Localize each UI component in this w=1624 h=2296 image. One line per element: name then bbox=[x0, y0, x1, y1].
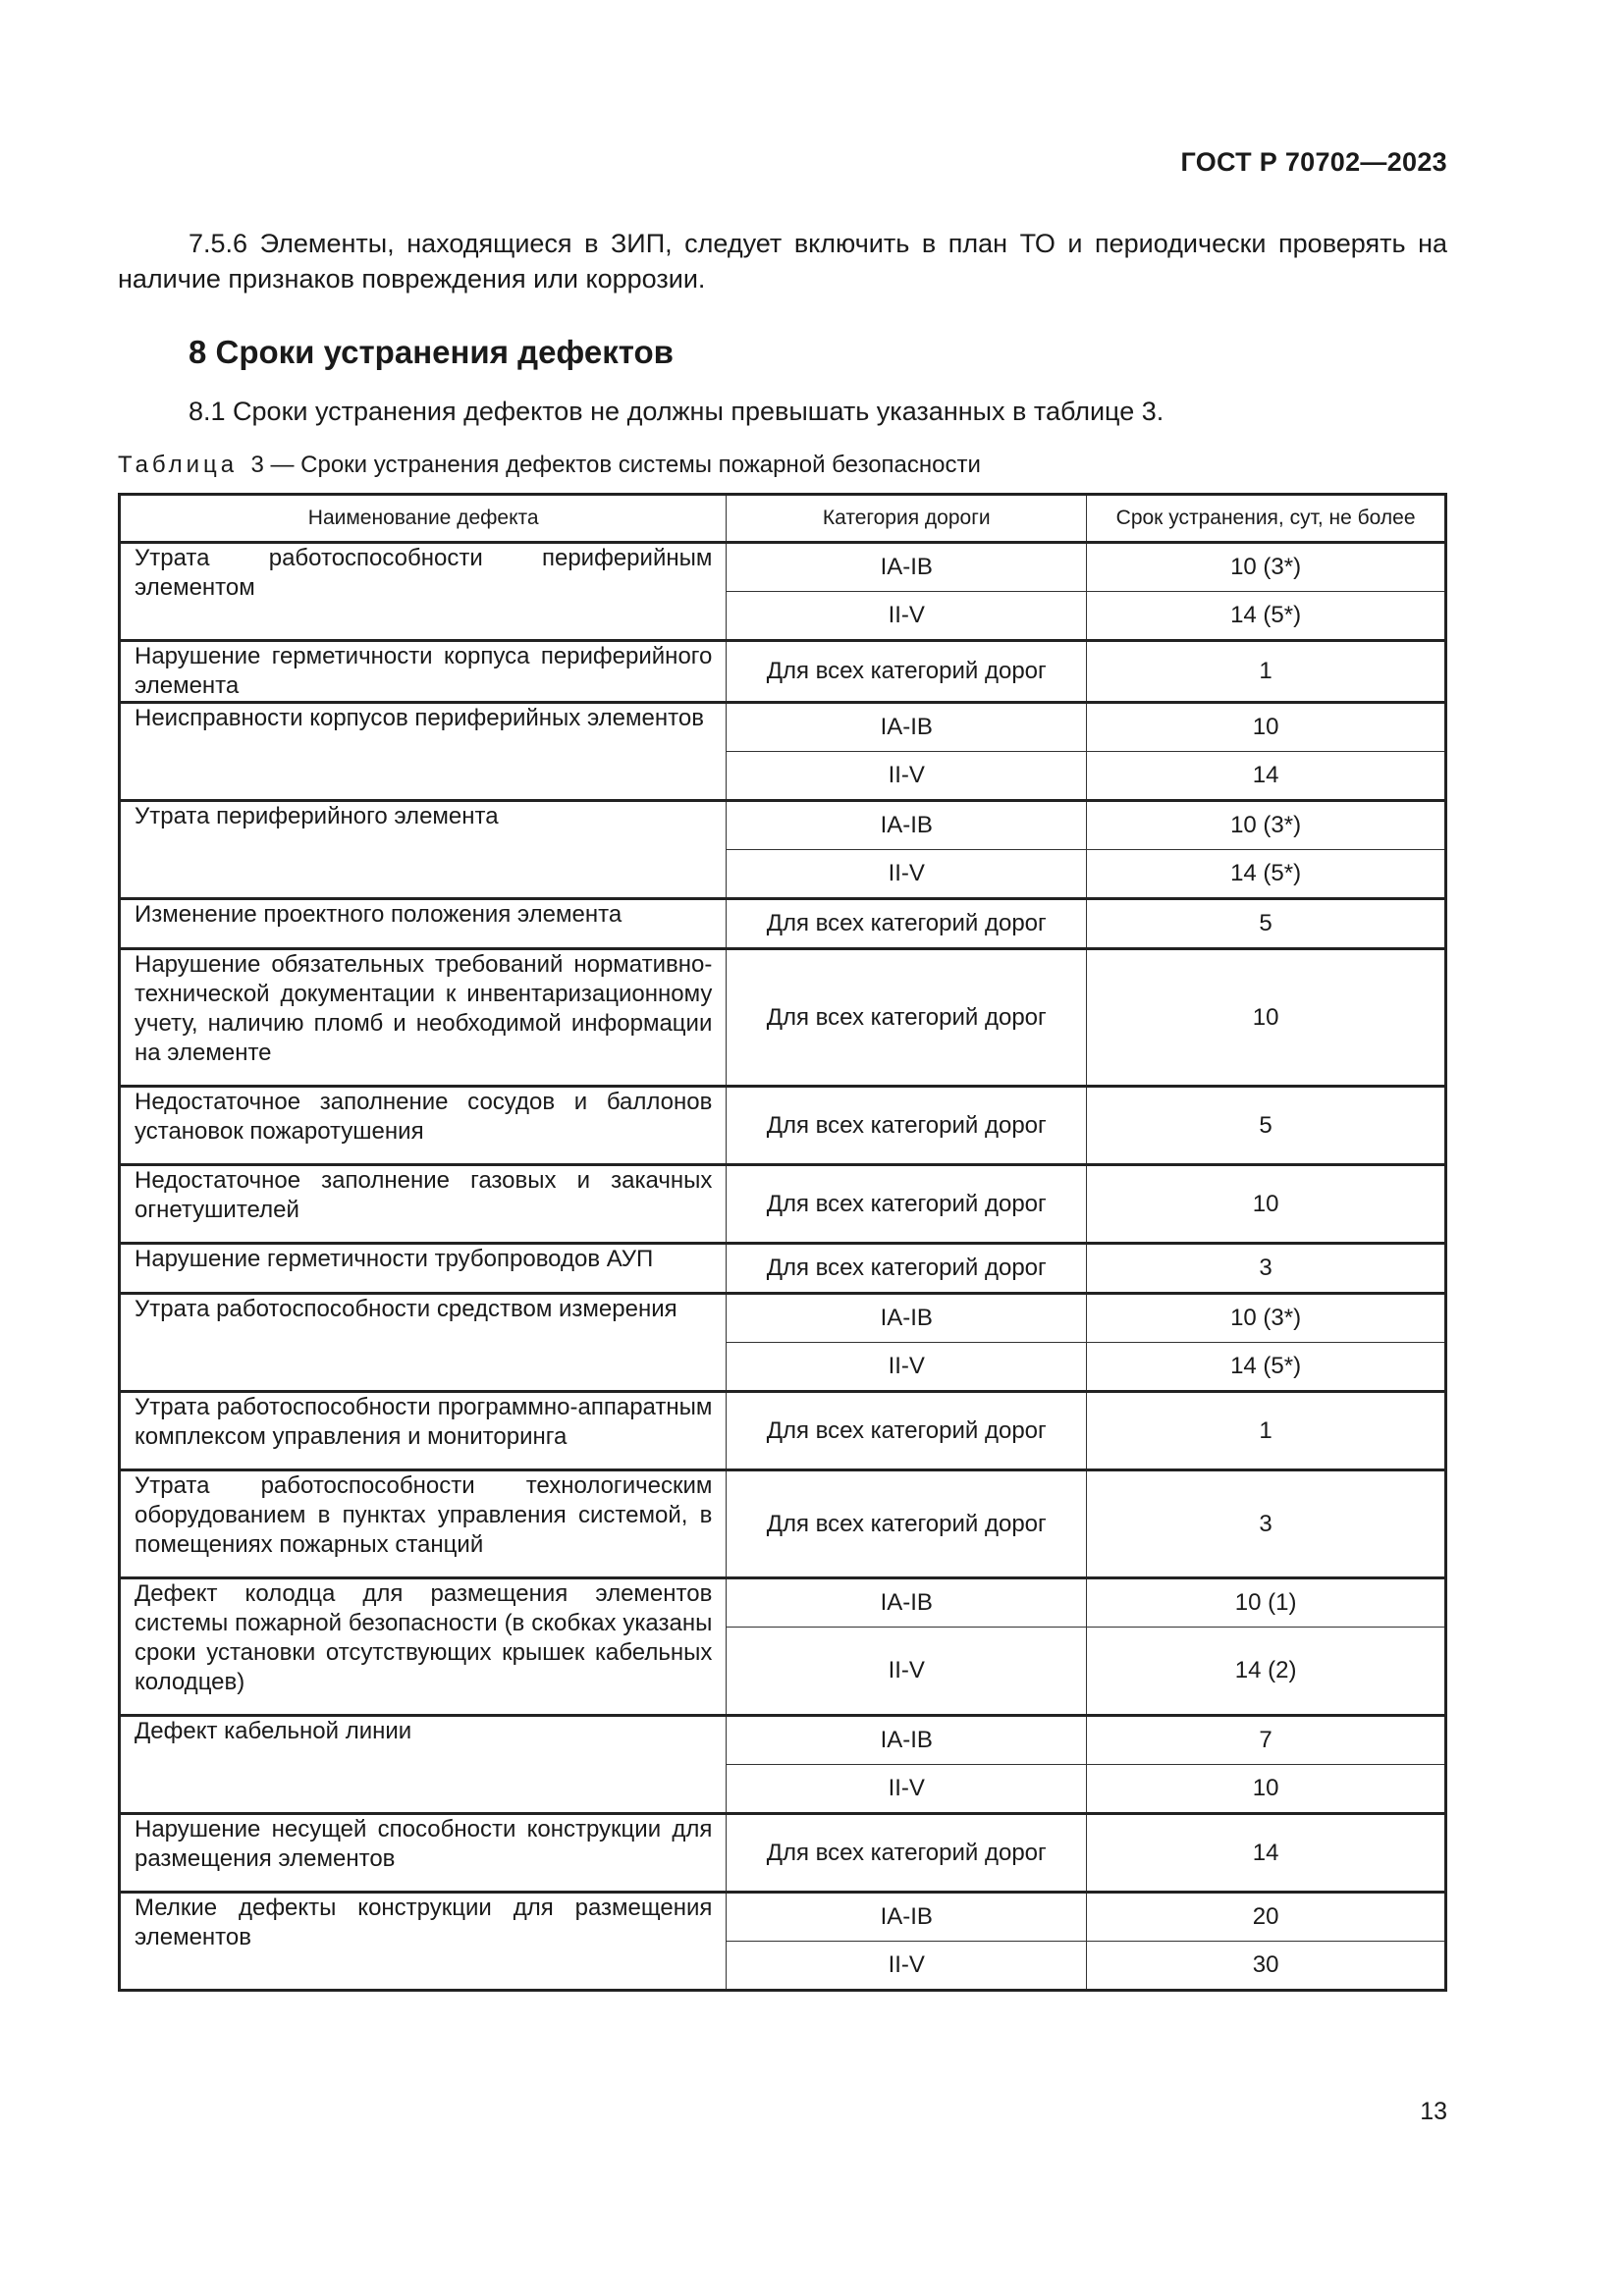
elimination-term-cell: 5 bbox=[1087, 899, 1446, 949]
defect-name-cell: Дефект колодца для размещения элементов системы пожарной безопасности (в скобках указаны сроки установки отсутствующих крышек кабельных колодцев) bbox=[120, 1578, 727, 1716]
paragraph-8-1: 8.1 Сроки устранения дефектов не должны превышать указанных в таблице 3. bbox=[189, 397, 1164, 426]
table-body bbox=[120, 543, 1446, 1991]
elimination-term-cell: 10 (1) bbox=[1087, 1578, 1446, 1628]
defect-name-cell: Утрата работоспособности технологическим оборудованием в пунктах управления системой, в помещениях пожарных станций bbox=[120, 1470, 727, 1578]
defect-name-cell: Нарушение несущей способности конструкции для размещения элементов bbox=[120, 1814, 727, 1893]
table-row bbox=[120, 543, 1446, 592]
road-category-cell: Для всех категорий дорог bbox=[727, 1244, 1087, 1294]
elimination-term-cell: 5 bbox=[1087, 1087, 1446, 1165]
table-row bbox=[120, 1578, 1446, 1628]
defect-name-cell: Нарушение герметичности корпуса периферийного элемента bbox=[120, 641, 727, 703]
road-category-cell: IA-IB bbox=[727, 703, 1087, 752]
defects-table bbox=[118, 493, 1447, 1992]
road-category-cell: II-V bbox=[727, 1942, 1087, 1991]
table-row bbox=[120, 1244, 1446, 1294]
road-category-cell: IA-IB bbox=[727, 543, 1087, 592]
elimination-term-cell: 1 bbox=[1087, 641, 1446, 703]
table-caption bbox=[118, 452, 981, 479]
column-header-defect: Наименование дефекта bbox=[120, 495, 727, 543]
table-row bbox=[120, 1470, 1446, 1578]
elimination-term-cell: 10 (3*) bbox=[1087, 543, 1446, 592]
elimination-term-cell: 14 bbox=[1087, 1814, 1446, 1893]
elimination-term-cell: 10 (3*) bbox=[1087, 801, 1446, 850]
elimination-term-cell: 14 (5*) bbox=[1087, 592, 1446, 641]
defect-name-cell: Утрата работоспособности программно-аппаратным комплексом управления и мониторинга bbox=[120, 1392, 727, 1470]
table-row bbox=[120, 1294, 1446, 1343]
table-row bbox=[120, 949, 1446, 1087]
defect-name-cell: Изменение проектного положения элемента bbox=[120, 899, 727, 949]
road-category-cell: II-V bbox=[727, 752, 1087, 801]
defect-name-cell: Недостаточное заполнение сосудов и баллонов установок пожаротушения bbox=[120, 1087, 727, 1165]
road-category-cell: Для всех категорий дорог bbox=[727, 899, 1087, 949]
table-row bbox=[120, 1087, 1446, 1165]
road-category-cell: IA-IB bbox=[727, 1578, 1087, 1628]
column-header-term: Срок устранения, сут, не более bbox=[1087, 495, 1446, 543]
road-category-cell: IA-IB bbox=[727, 1893, 1087, 1942]
table-caption-word: Таблица bbox=[118, 452, 239, 478]
road-category-cell: Для всех категорий дорог bbox=[727, 1392, 1087, 1470]
road-category-cell: Для всех категорий дорог bbox=[727, 1470, 1087, 1578]
defect-name-cell: Недостаточное заполнение газовых и закачных огнетушителей bbox=[120, 1165, 727, 1244]
defect-name-cell: Мелкие дефекты конструкции для размещения элементов bbox=[120, 1893, 727, 1991]
elimination-term-cell: 14 (5*) bbox=[1087, 850, 1446, 899]
elimination-term-cell: 14 bbox=[1087, 752, 1446, 801]
table-row bbox=[120, 1165, 1446, 1244]
elimination-term-cell: 7 bbox=[1087, 1716, 1446, 1765]
elimination-term-cell: 30 bbox=[1087, 1942, 1446, 1991]
elimination-term-cell: 10 bbox=[1087, 1165, 1446, 1244]
table-row bbox=[120, 641, 1446, 703]
defect-name-cell: Утрата работоспособности периферийным элементом bbox=[120, 543, 727, 641]
elimination-term-cell: 14 (5*) bbox=[1087, 1343, 1446, 1392]
paragraph-7-5-6: 7.5.6 Элементы, находящиеся в ЗИП, следует включить в план ТО и периодически проверять на наличие признаков повреждения или коррозии. bbox=[118, 229, 1447, 294]
road-category-cell: Для всех категорий дорог bbox=[727, 1087, 1087, 1165]
defect-name-cell: Утрата периферийного элемента bbox=[120, 801, 727, 899]
road-category-cell: Для всех категорий дорог bbox=[727, 1814, 1087, 1893]
table-row bbox=[120, 1716, 1446, 1765]
road-category-cell: Для всех категорий дорог bbox=[727, 949, 1087, 1087]
road-category-cell: II-V bbox=[727, 1343, 1087, 1392]
road-category-cell: IA-IB bbox=[727, 1716, 1087, 1765]
defect-name-cell: Нарушение герметичности трубопроводов АУП bbox=[120, 1244, 727, 1294]
column-header-category: Категория дороги bbox=[727, 495, 1087, 543]
table-row bbox=[120, 899, 1446, 949]
road-category-cell: II-V bbox=[727, 1765, 1087, 1814]
road-category-cell: II-V bbox=[727, 850, 1087, 899]
table-row bbox=[120, 801, 1446, 850]
section-heading: 8 Сроки устранения дефектов bbox=[189, 334, 674, 370]
table-row bbox=[120, 1392, 1446, 1470]
road-category-cell: II-V bbox=[727, 592, 1087, 641]
table-header-row bbox=[120, 495, 1446, 543]
table-row bbox=[120, 1814, 1446, 1893]
defect-name-cell: Неисправности корпусов периферийных элементов bbox=[120, 703, 727, 801]
elimination-term-cell: 10 bbox=[1087, 703, 1446, 752]
elimination-term-cell: 10 (3*) bbox=[1087, 1294, 1446, 1343]
elimination-term-cell: 14 (2) bbox=[1087, 1628, 1446, 1716]
elimination-term-cell: 1 bbox=[1087, 1392, 1446, 1470]
elimination-term-cell: 3 bbox=[1087, 1470, 1446, 1578]
document-code: ГОСТ Р 70702—2023 bbox=[1180, 147, 1447, 177]
road-category-cell: IA-IB bbox=[727, 1294, 1087, 1343]
elimination-term-cell: 20 bbox=[1087, 1893, 1446, 1942]
table-row bbox=[120, 703, 1446, 752]
road-category-cell: II-V bbox=[727, 1628, 1087, 1716]
defect-name-cell: Утрата работоспособности средством измерения bbox=[120, 1294, 727, 1392]
road-category-cell: Для всех категорий дорог bbox=[727, 1165, 1087, 1244]
elimination-term-cell: 3 bbox=[1087, 1244, 1446, 1294]
page-number: 13 bbox=[1420, 2098, 1447, 2125]
elimination-term-cell: 10 bbox=[1087, 949, 1446, 1087]
road-category-cell: Для всех категорий дорог bbox=[727, 641, 1087, 703]
elimination-term-cell: 10 bbox=[1087, 1765, 1446, 1814]
table-caption-text: 3 — Сроки устранения дефектов системы пожарной безопасности bbox=[250, 452, 981, 478]
road-category-cell: IA-IB bbox=[727, 801, 1087, 850]
table-row bbox=[120, 1893, 1446, 1942]
defect-name-cell: Нарушение обязательных требований нормативно-технической документации к инвентаризационному учету, наличию пломб и необходимой информации на элементе bbox=[120, 949, 727, 1087]
defect-name-cell: Дефект кабельной линии bbox=[120, 1716, 727, 1814]
